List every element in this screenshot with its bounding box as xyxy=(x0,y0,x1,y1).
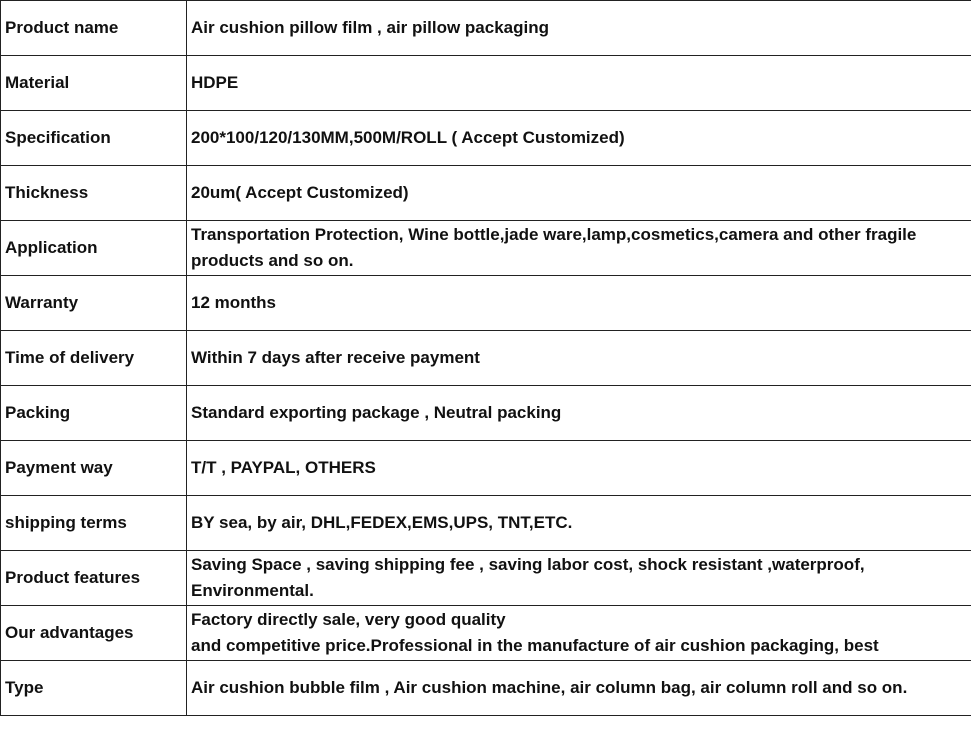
row-value: Transportation Protection, Wine bottle,jade ware,lamp,cosmetics,camera and other fragile products and so on. xyxy=(187,221,971,276)
table-row xyxy=(1,606,971,661)
row-label: Specification xyxy=(1,111,187,166)
table-row xyxy=(1,1,971,56)
row-value: 12 months xyxy=(187,276,971,331)
row-label: Product features xyxy=(1,551,187,606)
row-value: Air cushion pillow film , air pillow packaging xyxy=(187,1,971,56)
row-value: Saving Space , saving shipping fee , saving labor cost, shock resistant ,waterproof, Environmental. xyxy=(187,551,971,606)
row-label: Our advantages xyxy=(1,606,187,661)
table-row xyxy=(1,661,971,716)
row-label: Warranty xyxy=(1,276,187,331)
table-row xyxy=(1,331,971,386)
row-label: Time of delivery xyxy=(1,331,187,386)
row-label: shipping terms xyxy=(1,496,187,551)
row-value: BY sea, by air, DHL,FEDEX,EMS,UPS, TNT,ETC. xyxy=(187,496,971,551)
table-row xyxy=(1,111,971,166)
table-row xyxy=(1,166,971,221)
row-label: Product name xyxy=(1,1,187,56)
row-label: Application xyxy=(1,221,187,276)
table-row xyxy=(1,441,971,496)
row-value: Factory directly sale, very good quality and competitive price.Professional in the manufacture of air cushion packaging, best xyxy=(187,606,971,661)
row-label: Payment way xyxy=(1,441,187,496)
row-value: 200*100/120/130MM,500M/ROLL ( Accept Customized) xyxy=(187,111,971,166)
table-row xyxy=(1,56,971,111)
row-value: T/T , PAYPAL, OTHERS xyxy=(187,441,971,496)
table-row xyxy=(1,386,971,441)
table-row xyxy=(1,496,971,551)
row-value: Air cushion bubble film , Air cushion machine, air column bag, air column roll and so on. xyxy=(187,661,971,716)
table-row xyxy=(1,276,971,331)
row-value: 20um( Accept Customized) xyxy=(187,166,971,221)
row-label: Type xyxy=(1,661,187,716)
row-value: HDPE xyxy=(187,56,971,111)
row-value: Within 7 days after receive payment xyxy=(187,331,971,386)
row-label: Packing xyxy=(1,386,187,441)
row-label: Thickness xyxy=(1,166,187,221)
row-value: Standard exporting package , Neutral packing xyxy=(187,386,971,441)
table-row xyxy=(1,221,971,276)
row-label: Material xyxy=(1,56,187,111)
table-row xyxy=(1,551,971,606)
